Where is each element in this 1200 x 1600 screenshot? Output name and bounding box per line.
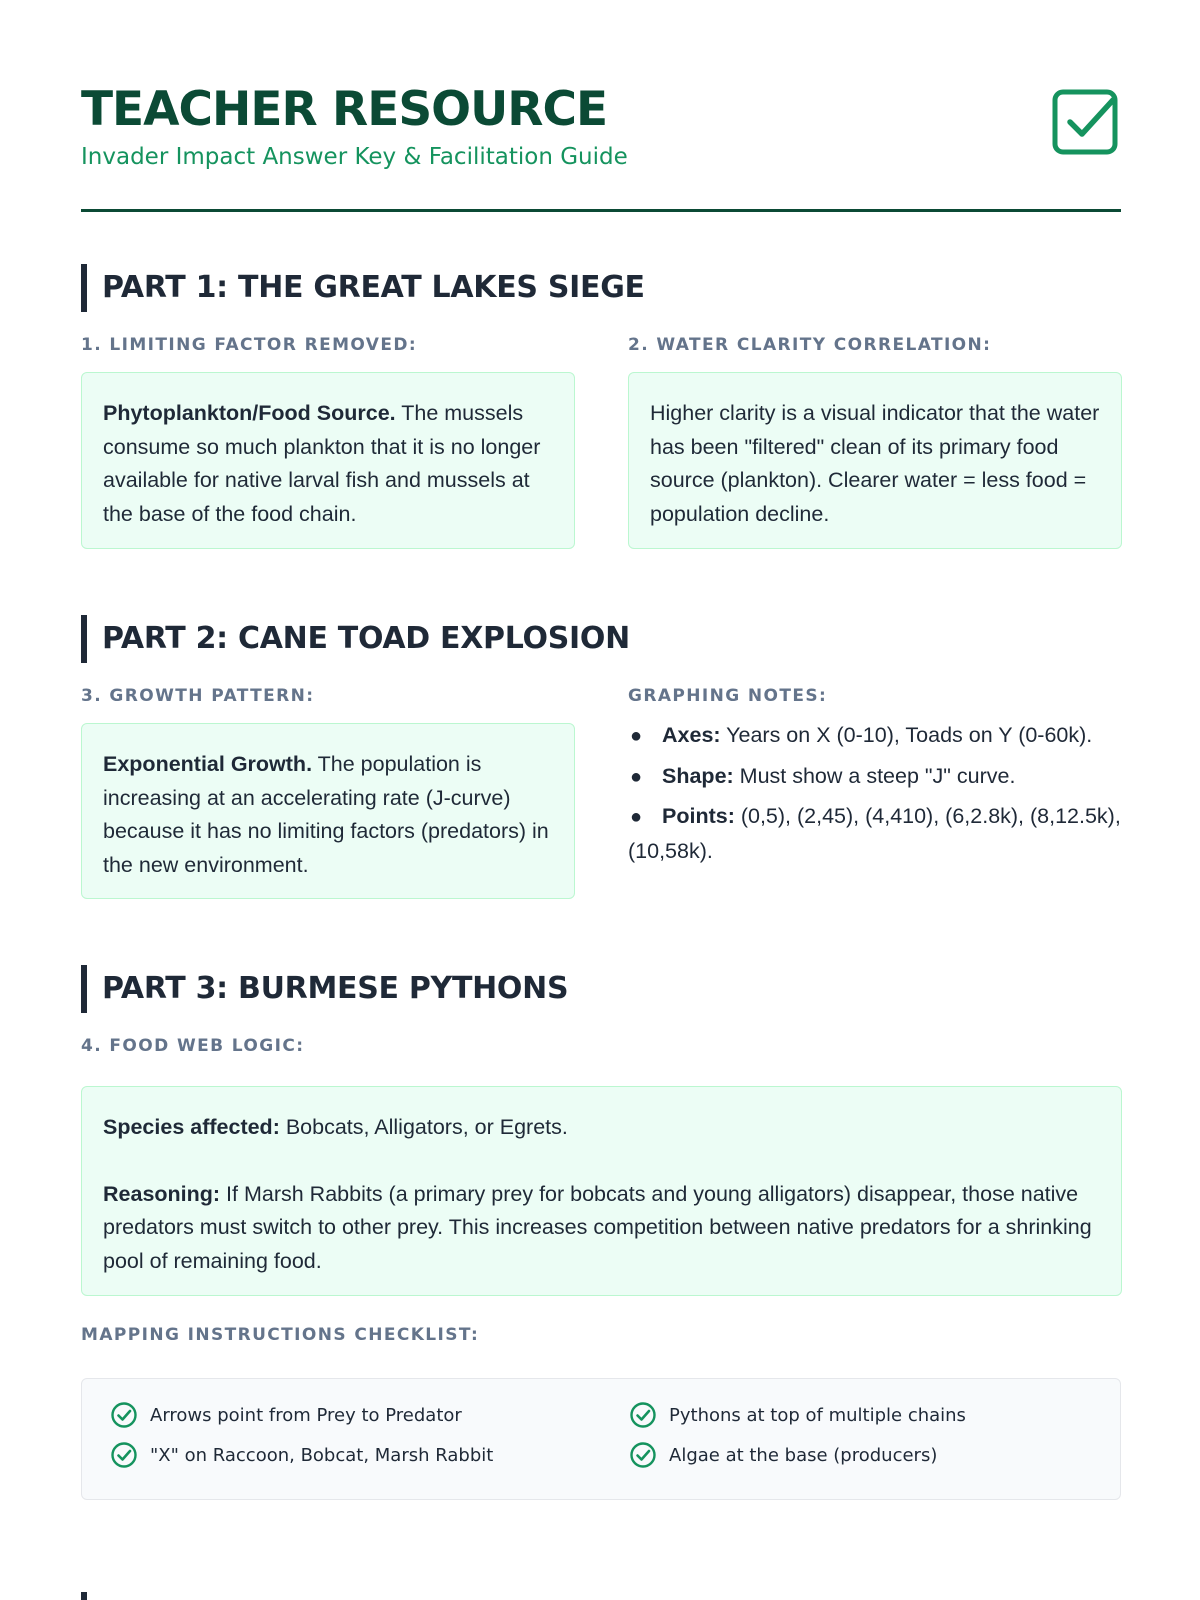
section-heading-part2: PART 2: CANE TOAD EXPLOSION — [81, 615, 630, 663]
checklist-item-text: Pythons at top of multiple chains — [669, 1404, 966, 1426]
page-header — [81, 82, 1121, 212]
note-term: Shape: — [662, 763, 734, 788]
reasoning-term: Reasoning: — [103, 1181, 221, 1206]
check-circle-icon — [110, 1441, 138, 1469]
list-item: ● Axes: Years on X (0-10), Toads on Y (0-60k). — [630, 723, 1093, 747]
note-term: Axes: — [662, 723, 721, 747]
answer-key-term: Phytoplankton/Food Source. — [103, 401, 396, 425]
note-text: Years on X (0-10), Toads on Y (0-60k). — [720, 723, 1093, 747]
note-term: Points: — [662, 804, 735, 828]
list-item: ● Points: (0,5), (2,45), (4,410), (6,2.8k), (8,12.5k), (10,58k). — [628, 804, 1121, 863]
checkbox-checked-icon — [1051, 86, 1121, 156]
answer-text: The population is increasing at an accelerating rate (J-curve) because it has no limiting factors (predators) in the new environment. — [103, 752, 549, 877]
species-affected-line — [103, 1111, 1100, 1145]
checklist-label: MAPPING INSTRUCTIONS CHECKLIST: — [81, 1325, 480, 1345]
checklist-item — [629, 1400, 966, 1430]
species-term: Species affected: — [103, 1115, 280, 1139]
question-label-q2: 2. WATER CLARITY CORRELATION: — [628, 335, 992, 355]
checklist-item — [629, 1440, 937, 1470]
checklist-item — [110, 1440, 493, 1470]
reasoning-text: If Marsh Rabbits (a primary prey for bobcats and young alligators) disappear, those native predators must switch to other prey. This increases competition between native predators for a shrinking pool of remaining food. — [103, 1181, 1092, 1273]
question-label-q1: 1. LIMITING FACTOR REMOVED: — [81, 335, 418, 355]
page-subtitle: Invader Impact Answer Key & Facilitation Guide — [81, 144, 628, 170]
reasoning-paragraph — [103, 1178, 1100, 1279]
check-circle-icon — [110, 1401, 138, 1429]
list-item: ● Shape: Must show a steep "J" curve. — [630, 763, 1016, 788]
graphing-notes-list — [628, 719, 1128, 874]
checklist-item — [110, 1400, 462, 1430]
answer-text: The mussels consume so much plankton that it is no longer available for native larval fish and mussels at the base of the food chain. — [103, 401, 541, 526]
check-circle-icon — [629, 1401, 657, 1429]
answer-box-q3 — [81, 723, 575, 899]
checklist-item-text: Algae at the base (producers) — [669, 1444, 938, 1466]
note-text: Must show a steep "J" curve. — [733, 763, 1016, 788]
mapping-checklist — [81, 1378, 1121, 1500]
checklist-item-text: Arrows point from Prey to Predator — [150, 1404, 462, 1426]
answer-key-term: Exponential Growth. — [103, 752, 313, 776]
graphing-notes-label: GRAPHING NOTES: — [628, 686, 828, 706]
checklist-item-text: "X" on Raccoon, Bobcat, Marsh Rabbit — [150, 1444, 494, 1466]
answer-box-q4 — [81, 1086, 1122, 1296]
page-title: TEACHER RESOURCE — [81, 82, 608, 137]
section-heading-part3: PART 3: BURMESE PYTHONS — [81, 965, 568, 1013]
check-circle-icon — [629, 1441, 657, 1469]
answer-text: Higher clarity is a visual indicator that the water has been "filtered" clean of its primary food source (plankton). Clearer water = less food = population decline. — [650, 401, 1100, 526]
section-heading-part1: PART 1: THE GREAT LAKES SIEGE — [81, 264, 645, 312]
question-label-q4: 4. FOOD WEB LOGIC: — [81, 1036, 305, 1056]
question-label-q3: 3. GROWTH PATTERN: — [81, 686, 315, 706]
note-text: (0,5), (2,45), (4,410), (6,2.8k), (8,12.5k), (10,58k). — [628, 804, 1121, 863]
next-section-heading-bar — [81, 1592, 87, 1600]
answer-box-q2 — [628, 372, 1122, 549]
answer-box-q1 — [81, 372, 575, 549]
species-text: Bobcats, Alligators, or Egrets. — [279, 1115, 568, 1139]
